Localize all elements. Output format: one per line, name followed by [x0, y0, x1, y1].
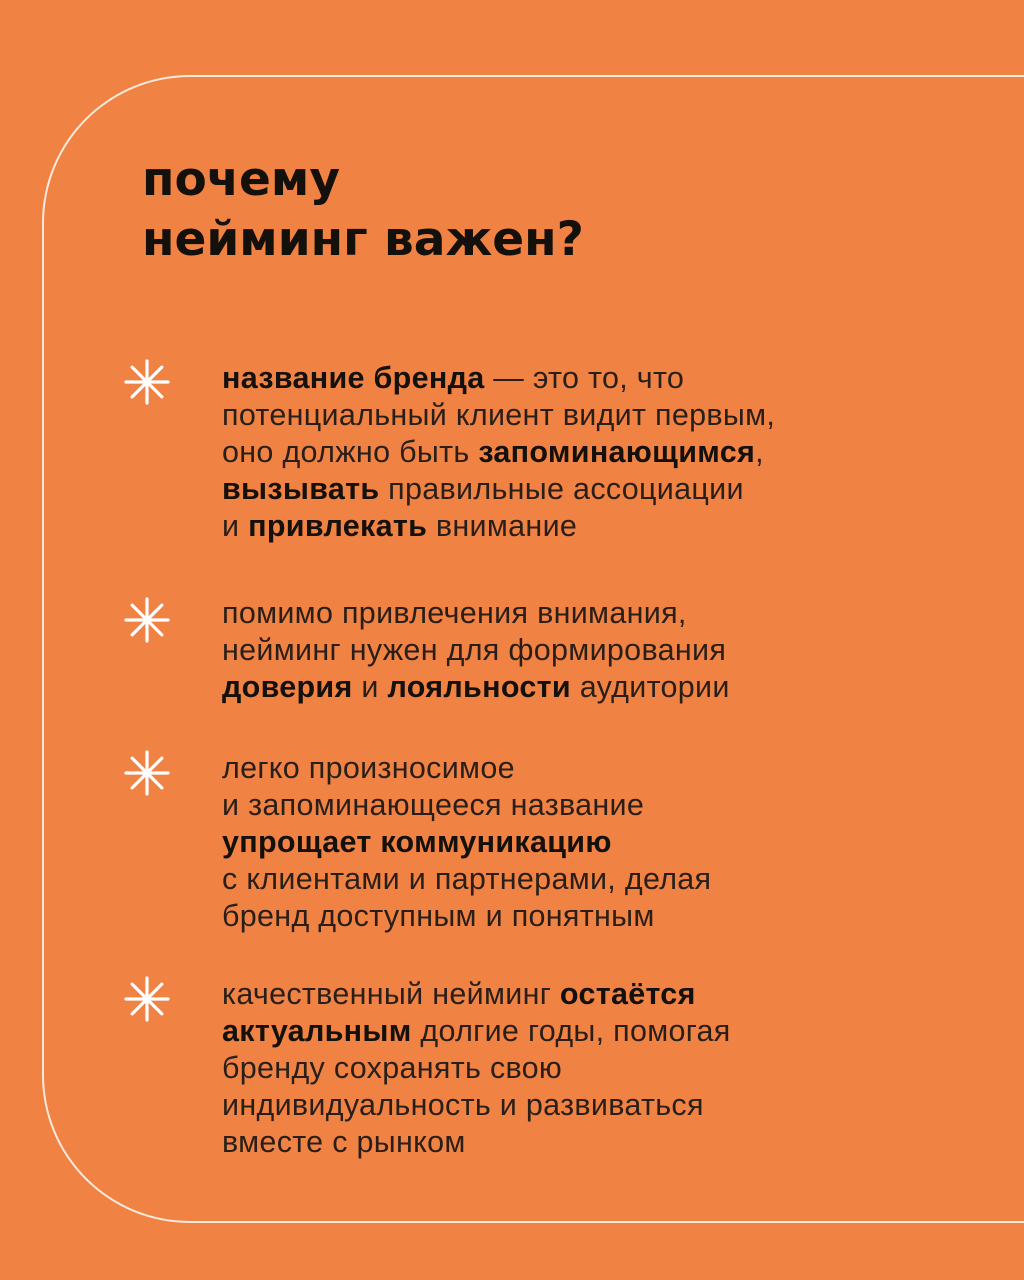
asterisk-star-icon [121, 594, 173, 646]
bold-text: доверия [222, 670, 353, 704]
text-run: помимо привлечения внимания, [222, 596, 687, 630]
text-run: и [352, 670, 388, 704]
text-run: бренд доступным и понятным [222, 899, 655, 933]
asterisk-star-icon [121, 356, 173, 408]
text-line [222, 360, 942, 397]
bold-text: лояльности [387, 670, 571, 704]
page-title-line-2: нейминг важен? [142, 212, 584, 267]
bullet-item-2 [222, 595, 942, 706]
text-run: и запоминающееся название [222, 788, 645, 822]
page-title [142, 150, 584, 270]
text-line [222, 397, 942, 434]
asterisk-star-icon [121, 973, 173, 1025]
bold-text: привлекать [248, 509, 428, 543]
text-run: аудитории [570, 670, 730, 704]
text-line [222, 1013, 942, 1050]
text-line [222, 787, 942, 824]
text-run: — это то, что [484, 361, 685, 395]
text-line [222, 1087, 942, 1124]
text-line [222, 632, 942, 669]
text-run: оно должно быть [222, 435, 479, 469]
bold-text: запоминающимся [478, 435, 756, 469]
text-line [222, 824, 942, 861]
bullet-item-3 [222, 750, 942, 935]
text-line [222, 669, 942, 706]
text-run: внимание [427, 509, 578, 543]
text-line [222, 898, 942, 935]
text-run: качественный нейминг [222, 977, 560, 1011]
text-line [222, 750, 942, 787]
text-run: бренду сохранять свою [222, 1051, 563, 1085]
text-line [222, 976, 942, 1013]
text-run: легко произносимое [222, 751, 515, 785]
text-line [222, 595, 942, 632]
text-line [222, 471, 942, 508]
bold-text: название бренда [222, 361, 485, 395]
text-line [222, 861, 942, 898]
text-run: долгие годы, помогая [411, 1014, 731, 1048]
text-line [222, 508, 942, 545]
text-run: индивидуальность и развиваться [222, 1088, 704, 1122]
text-run: вместе с рынком [222, 1125, 466, 1159]
asterisk-star-icon [121, 747, 173, 799]
text-run: правильные ассоциации [379, 472, 744, 506]
text-line [222, 1124, 942, 1161]
bold-text: упрощает коммуникацию [222, 825, 612, 859]
bold-text: актуальным [222, 1014, 412, 1048]
text-run: и [222, 509, 249, 543]
text-run: нейминг нужен для формирования [222, 633, 727, 667]
text-run: потенциальный клиент видит первым, [222, 398, 776, 432]
text-run: с клиентами и партнерами, делая [222, 862, 712, 896]
text-run: , [755, 435, 764, 469]
bullet-item-1 [222, 360, 942, 545]
bullet-item-4 [222, 976, 942, 1161]
text-line [222, 434, 942, 471]
bold-text: остаётся [559, 977, 696, 1011]
text-line [222, 1050, 942, 1087]
bold-text: вызывать [222, 472, 380, 506]
page-title-line-1: почему [142, 152, 340, 207]
